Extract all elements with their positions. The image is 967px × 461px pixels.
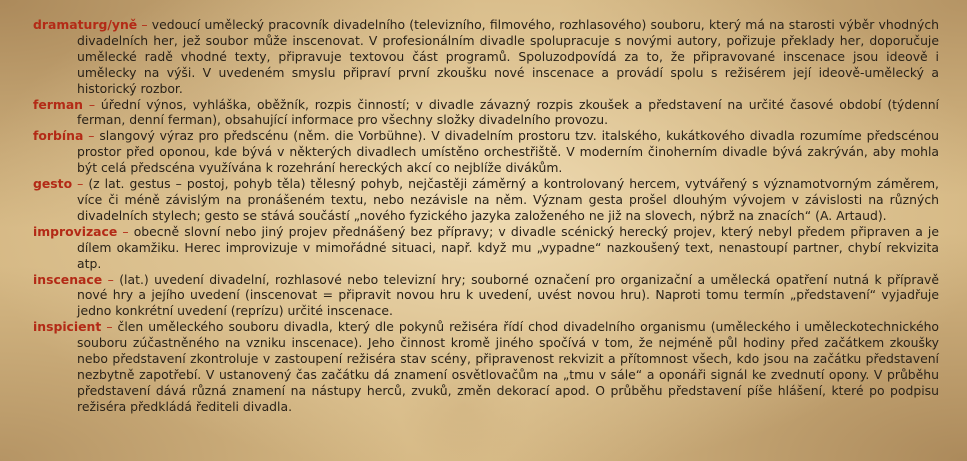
term-gesto: gesto [33,176,73,192]
definition-forbina: slangový výraz pro předscénu (něm. die Vorbühne). V divadelním prostoru tzv. italského, kukátkového divadla rozumíme předscénou prostor před oponou, kde bývá v některých divadlech umístěno orchestřiště. V moderním činoherním divadle bývá zakrýván, aby mohla být celá předscéna využívána k rozehrání hereckých akcí co nejblíže divákům. [77,128,939,176]
glossary [33,17,939,415]
term-separator: – [102,271,120,287]
term-separator: – [117,223,134,239]
term-separator: – [137,17,152,32]
definition-gesto: (z lat. gestus – postoj, pohyb těla) tělesný pohyb, nejčastěji záměrný a kontrolovaný hercem, vytvářený s významotvorným záměrem, více či méně závislým na pronášeném textu, nebo nezávisle na něm. Význam gesta prošel dlouhým vývojem v závislosti na různých divadelních stylech; gesto se stává součástí „nového fyzického jazyka založeného ne již na slovech, nýbrž na znacích“ (A. Artaud). [77,176,939,223]
definition-inspicient: člen uměleckého souboru divadla, který dle pokynů režiséra řídí chod divadelního organismu (uměleckého i uměleckotechnického souboru zúčastněného na vzniku inscenace). Jeho činnost kromě jiného spočívá v tom, že nejméně půl hodiny před začátkem zkoušky nebo představení zkontroluje v zastoupení režiséra stav scény, připravenost rekvizit a přítomnost všech, kdo jsou na začátku představení nezbytně zapotřebí. V ustanovený čas začátku dá znamení osvětlovačům na „tmu v sále“ a oponáři signál ke zvednutí opony. V průběhu představení dává různá znamení na nástupy herců, zvuků, změn dekorací apod. O průběhu představení píše hlášení, které po podpisu režiséra předkládá řediteli divadla. [77,319,940,414]
definition-inscenace: (lat.) uvedení divadelní, rozhlasové nebo televizní hry; souborné označení pro organizační a umělecká opatření nutná k přípravě nové hry a jejího uvedení (inscenovat = připravit novou hru k uvedení, uvést novou hru). Naproti tomu termín „představení“ vyjadřuje jedno konkrétní uvedení (reprízu) určité inscenace. [77,271,940,319]
glossary-entry-ferman [33,97,939,129]
glossary-entry-forbina [33,128,939,176]
glossary-entry-inspicient [33,319,939,414]
glossary-entry-inscenace [33,272,939,320]
term-separator: – [83,96,101,112]
term-dramaturg: dramaturg/yně [33,17,138,32]
definition-ferman: úřední výnos, vyhláška, oběžník, rozpis činností; v divadle závazný rozpis zkoušek a představení na určité časové období (týdenní ferman, denní ferman), obsahující informace pro všechny složky divadelního provozu. [77,96,939,128]
term-separator: – [72,176,89,192]
glossary-entry-improvizace [33,224,939,272]
term-inspicient: inspicient [33,319,102,335]
term-improvizace: improvizace [33,223,118,239]
term-separator: – [101,319,118,335]
term-separator: – [83,128,100,144]
glossary-entry-gesto [33,176,939,224]
term-ferman: ferman [33,96,83,112]
glossary-entry-dramaturg [33,17,939,97]
term-inscenace: inscenace [33,271,103,287]
definition-dramaturg: vedoucí umělecký pracovník divadelního (televizního, filmového, rozhlasového) souboru, který má na starosti výběr vhodných divadelních her, jež soubor může inscenovat. V profesionálním divadle spolupracuje s novými autory, pořizuje překlady her, doporučuje umělecké radě vhodné texty, připravuje textovou část programů. Spoluzodpovídá za to, že připravované inscenace jsou ideově i umělecky na výši. V uvedeném smyslu připraví první zkoušku nové inscenace a provádí spolu s režisérem její ideově-umělecký a historický rozbor. [77,17,939,96]
term-forbina: forbína [33,128,84,144]
definition-improvizace: obecně slovní nebo jiný projev přednášený bez přípravy; v divadle scénický herecký projev, který nebyl předem připraven a je dílem okamžiku. Herec improvizuje v mimořádné situaci, např. když mu „vypadne“ nazkoušený text, nenastoupí partner, chybí rekvizita atp. [77,223,939,271]
